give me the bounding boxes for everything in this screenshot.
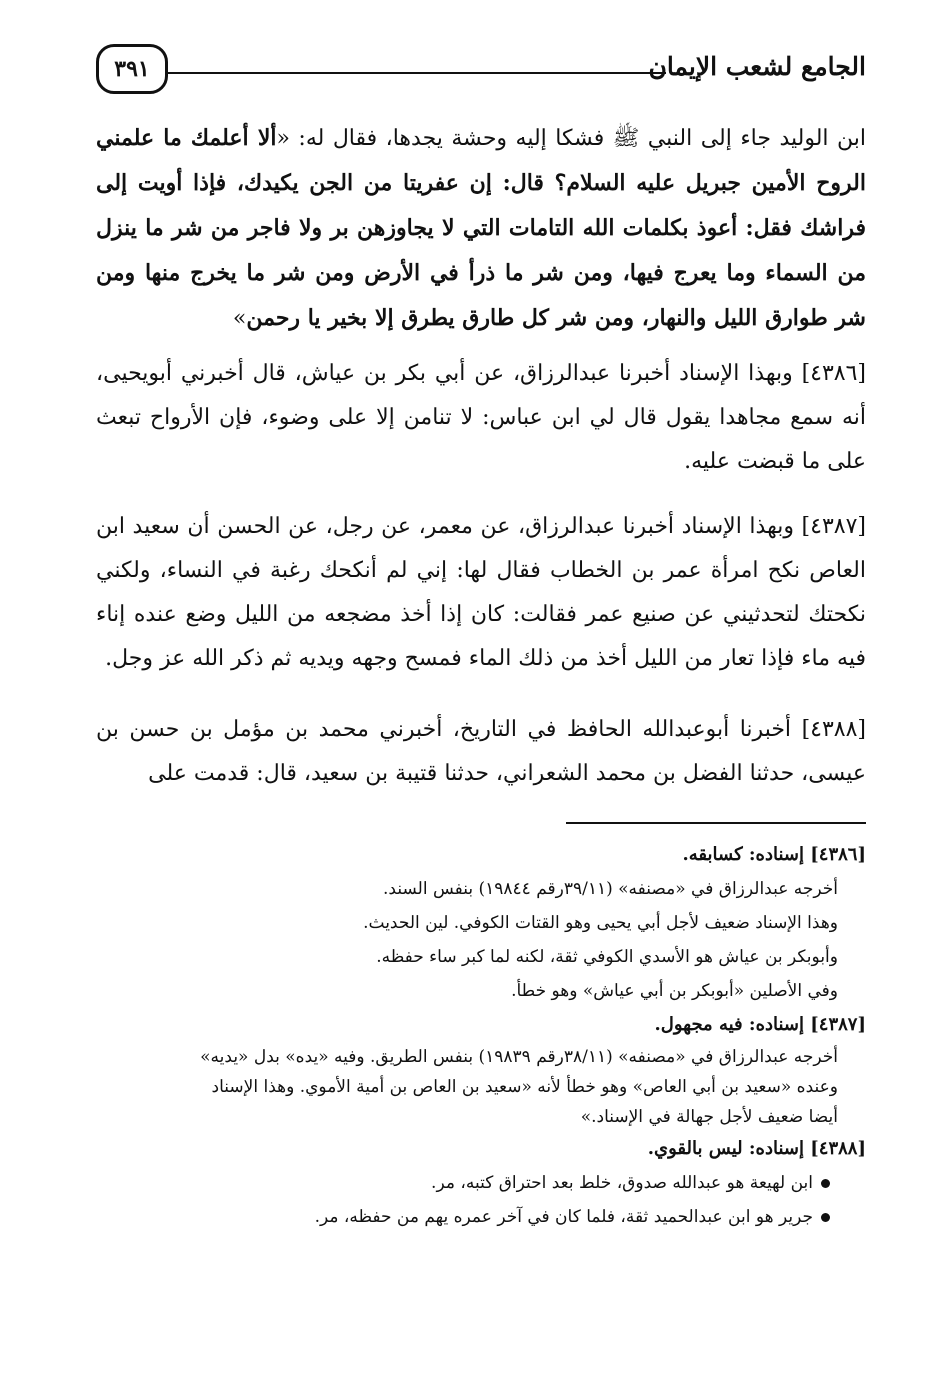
footnote-separator (566, 822, 866, 824)
bullet-text: ابن لهيعة هو عبدالله صدوق، خلط بعد احتراق كتبه، مر. (431, 1173, 813, 1193)
paragraph-hadith-4385-end (96, 116, 866, 341)
hadith-number: [٤٣٨٨] (801, 717, 867, 742)
page-number: ٣٩١ (114, 56, 150, 82)
hadith-number: [٤٣٨٧] (801, 514, 866, 539)
running-title: الجامع لشعب الإيمان (648, 52, 866, 81)
hadith-text: وبهذا الإسناد أخبرنا عبدالرزاق، عن معمر، عن رجل، عن الحسن أن سعيد ابن العاص نكح امرأة عمر بن الخطاب فقال لها: إني لم أنكحك رغبة في النساء، ولكني نكحتك لتحدثيني عن صنيع عمر فقالت: كان إذا أخذ مضجعه من الليل وضع عنده إناء فيه ماء فإذا تعار من الليل أخذ من ذلك الماء فمسح وجهه ويديه ثم ذكر الله عز وجل. (96, 514, 866, 671)
footnotes (96, 838, 866, 1234)
footnote-line: أخرجه عبدالرزاق في «مصنفه» (٣٨/١١رقم ١٩٨٣٩) بنفس الطريق. وفيه «يده» بدل «يديه» (200, 1047, 838, 1067)
footnote-line: وأبوبكر بن عياش هو الأسدي الكوفي ثقة، لكنه لما كبر ساء حفظه. (376, 947, 838, 967)
footnote-head-4386: [٤٣٨٦] إسناده: كسابقه. (682, 844, 866, 865)
hadith-quote: ألا أعلمك ما علمني الروح الأمين جبريل عليه السلام؟ قال: إن عفريتا من الجن يكيدك، فإذا أويت إلى فراشك فقل: أعوذ بكلمات الله التامات التي لا يجاوزهن بر ولا فاجر من شر ما ينزل من السماء وما يعرج فيها، ومن شر ما ذرأ في الأرض ومن شر ما يخرج منها ومن شر طوارق الليل والنهار، ومن شر كل طارق يطرق إلا بخير يا رحمن (96, 125, 866, 331)
bullet-icon (821, 1179, 830, 1188)
footnote-line: وفي الأصلين «أبوبكر بن أبي عياش» وهو خطأ. (511, 981, 838, 1001)
hadith-text: أخبرنا أبوعبدالله الحافظ في التاريخ، أخبرني محمد بن مؤمل بن حسن بن عيسى، حدثنا الفضل بن محمد الشعراني، حدثنا قتيبة بن سعيد، قال: قدمت على (96, 717, 866, 786)
footnote-bullet-item (96, 1200, 830, 1234)
hadith-text: وبهذا الإسناد أخبرنا عبدالرزاق، عن أبي بكر بن عياش، قال أخبرني أبويحيى، أنه سمع مجاهدا يقول قال لي ابن عباس: لا تنامن إلا على وضوء، فإن الأرواح تبعث على ما قبضت عليه. (96, 361, 866, 474)
bullet-text: جرير هو ابن عبدالحميد ثقة، فلما كان في آخر عمره يهم من حفظه، مر. (314, 1207, 813, 1227)
footnote-line: وعنده «سعيد بن أبي العاص» وهو خطأ لأنه «سعيد بن العاص بن أمية الأموي. وهذا الإسناد (211, 1077, 838, 1097)
footnote-bullet-item (96, 1166, 830, 1200)
paragraph-intro: ابن الوليد جاء إلى النبي ﷺ فشكا إليه وحشة يجدها، فقال له: « (276, 126, 866, 151)
quote-close: » (232, 306, 247, 331)
header-rule (166, 72, 666, 74)
page-header (96, 40, 866, 100)
hadith-number: [٤٣٨٦] (801, 361, 867, 386)
page-number-badge (96, 44, 168, 94)
paragraph-hadith-4386 (96, 352, 866, 484)
footnote-head-4388: [٤٣٨٨] إسناده: ليس بالقوي. (647, 1138, 866, 1159)
footnote-head-4387: [٤٣٨٧] إسناده: فيه مجهول. (654, 1014, 866, 1035)
footnote-line: وهذا الإسناد ضعيف لأجل أبي يحيى وهو القتات الكوفي. لين الحديث. (363, 913, 838, 933)
footnote-line: أخرجه عبدالرزاق في «مصنفه» (٣٩/١١رقم ١٩٨٤٤) بنفس السند. (383, 879, 838, 899)
paragraph-hadith-4388 (96, 708, 866, 796)
bullet-icon (821, 1213, 830, 1222)
footnote-line: أيضا ضعيف لأجل جهالة في الإسناد.» (580, 1107, 838, 1127)
paragraph-hadith-4387 (96, 505, 866, 681)
